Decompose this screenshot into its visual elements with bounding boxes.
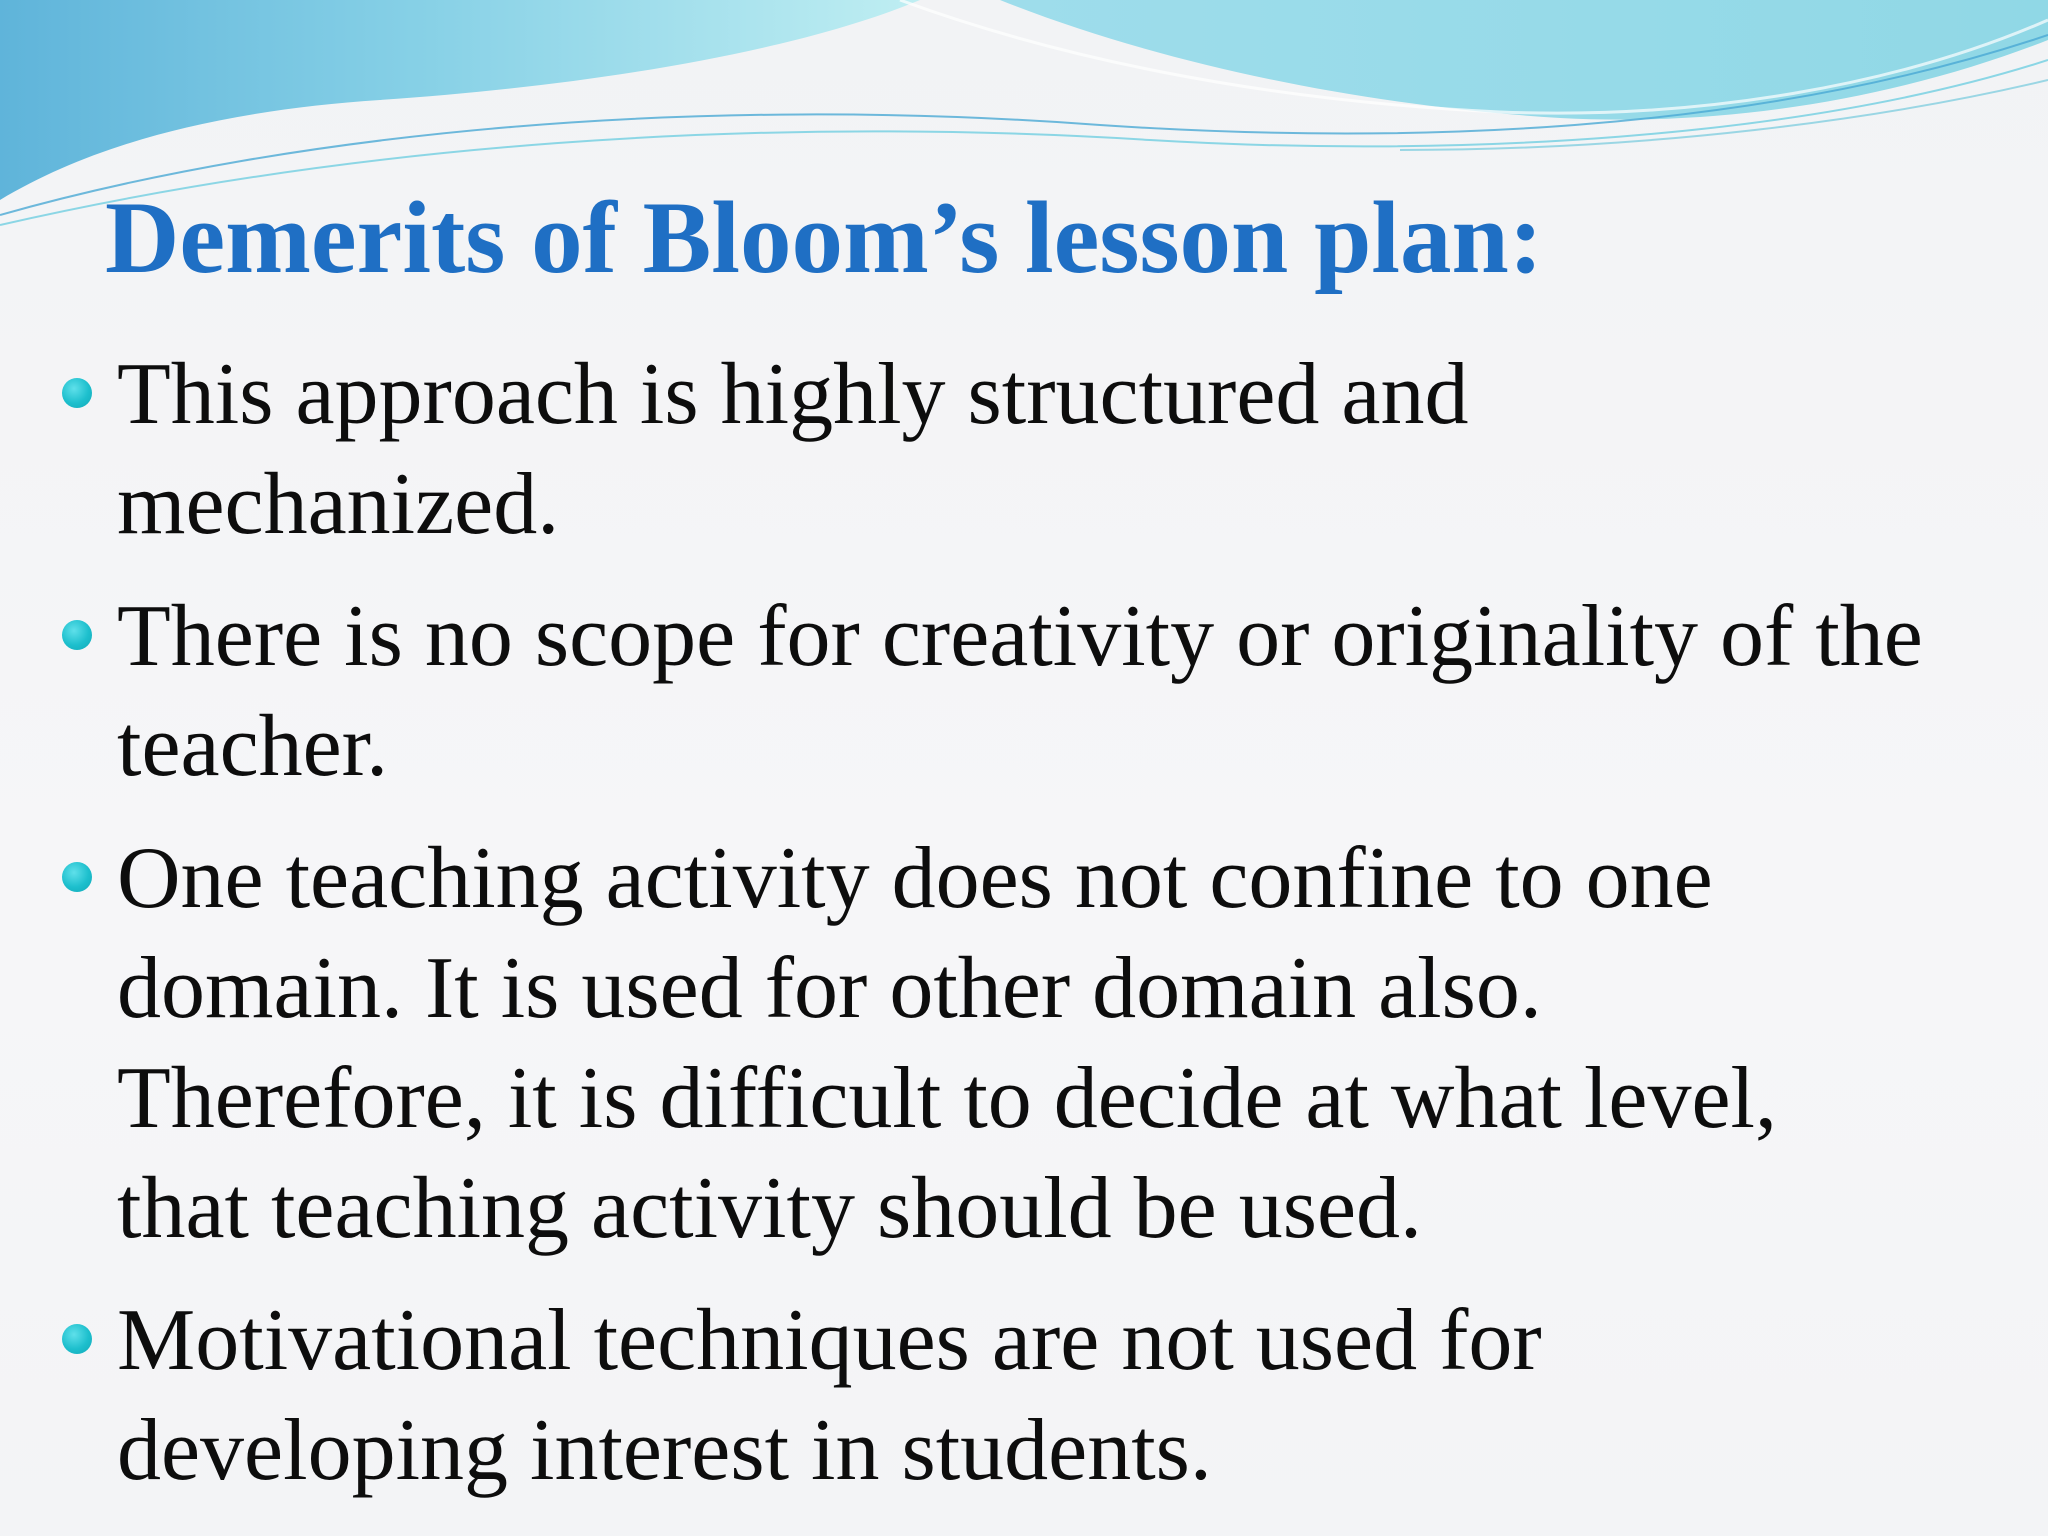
bullet-dot-icon: [62, 1324, 92, 1354]
bullet-dot-icon: [62, 862, 92, 892]
slide-title: Demerits of Bloom’s lesson plan:: [105, 181, 1544, 295]
bullet-dot-icon: [62, 378, 92, 408]
bullet-item: [60, 582, 1960, 802]
bullet-item: [60, 340, 1960, 560]
bullet-list: [60, 340, 1960, 1528]
bullet-item: [60, 1286, 1960, 1506]
bullet-text: Motivational techniques are not used for developing interest in students.: [117, 1292, 1542, 1499]
bullet-text: One teaching activity does not confine to one domain. It is used for other domain also. Therefore, it is difficult to decide at what level, that teaching activity should be used.: [117, 830, 1777, 1257]
bullet-dot-icon: [62, 620, 92, 650]
bullet-item: [60, 824, 1960, 1264]
bullet-text: This approach is highly structured and mechanized.: [117, 346, 1469, 553]
bullet-text: There is no scope for creativity or originality of the teacher.: [117, 588, 1923, 795]
